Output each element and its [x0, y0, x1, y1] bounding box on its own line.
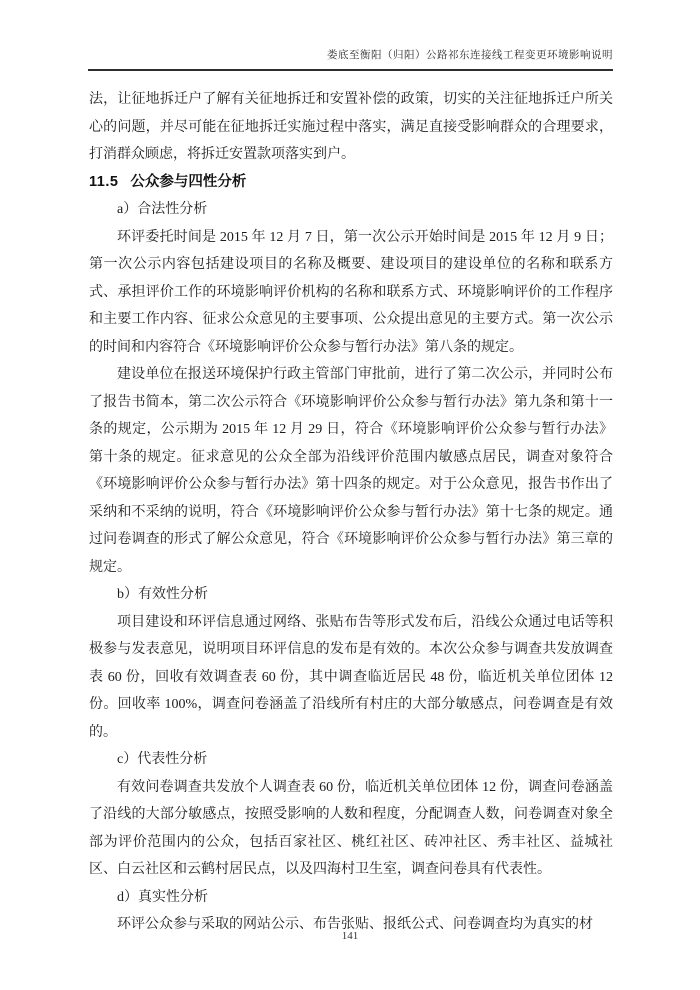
subsection-heading-b: b）有效性分析 — [117, 587, 208, 602]
continuation-paragraph: 法，让征地拆迁户了解有关征地拆迁和安置补偿的政策，切实的关注征地拆迁户所关心的问题，并尽可能在征地拆迁实施过程中落实，满足直接受影响群众的合理要求，打消群众顾虑，将拆迁安置款项落实到户。 — [89, 92, 613, 162]
section-number: 11.5 — [89, 173, 119, 190]
subsection-heading-c: c）代表性分析 — [117, 752, 208, 767]
paragraph: 环评委托时间是 2015 年 12 月 7 日，第一次公示开始时间是 2015 年 12 月 9 日；第一次公示内容包括建设项目的名称及概要、建设项目的建设单位的名称和联系方式、承担评价工作的环境影响评价机构的名称和联系方式、环境影响评价的工作程序和主要工作内容、征求公众意见的主要事项、公众提出意见的主要方式。第一次公示的时间和内容符合《环境影响评价公众参与暂行办法》第八条的规定。 — [89, 229, 613, 355]
running-header-title: 娄底至衡阳（归阳）公路祁东连接线工程变更环境影响说明 — [327, 50, 613, 61]
paragraph: 项目建设和环评信息通过网络、张贴布告等形式发布后，沿线公众通过电话等积极参与发表意见，说明项目环评信息的发布是有效的。本次公众参与调查共发放调查表 60 份，回收有效调查表 60 份，其中调查临近居民 48 份，临近机关单位团体 12 份。回收率 100%，调查问卷涵盖了沿线所有村庄的大部分敏感点，问卷调查是有效的。 — [89, 614, 613, 740]
document-body — [89, 86, 613, 939]
paragraph: 建设单位在报送环境保护行政主管部门审批前，进行了第二次公示，并同时公布了报告书简本，第二次公示符合《环境影响评价公众参与暂行办法》第九条和第十一条的规定，公示期为 2015 年 12 月 29 日，符合《环境影响评价公众参与暂行办法》第十条的规定。征求意见的公众全部为沿线评价范围内敏感点居民，调查对象符合《环境影响评价公众参与暂行办法》第十四条的规定。对于公众意见，报告书作出了采纳和不采纳的说明，符合《环境影响评价公众参与暂行办法》第十七条的规定。通过问卷调查的形式了解公众意见，符合《环境影响评价公众参与暂行办法》第三章的规定。 — [89, 367, 613, 575]
subsection-heading-a: a）合法性分析 — [117, 202, 208, 217]
section-heading — [89, 169, 613, 197]
subsection-heading-d: d）真实性分析 — [117, 889, 208, 905]
section-title: 公众参与四性分析 — [130, 173, 247, 190]
paragraph: 环评公众参与采取的网站公示、布告张贴、报纸公式、问卷调查均为真实的材 — [117, 917, 593, 932]
page-number: 141 — [341, 930, 359, 942]
running-header — [88, 47, 613, 71]
page-footer — [0, 930, 700, 942]
paragraph: 有效问卷调查共发放个人调查表 60 份，临近机关单位团体 12 份，调查问卷涵盖了沿线的大部分敏感点，按照受影响的人数和程度，分配调查人数，问卷调查对象全部为评价范围内的公众，包括百家社区、桃红社区、砖冲社区、秀丰社区、益城社区、白云社区和云鹤村居民点，以及四海村卫生室，调查问卷具有代表性。 — [89, 779, 613, 877]
